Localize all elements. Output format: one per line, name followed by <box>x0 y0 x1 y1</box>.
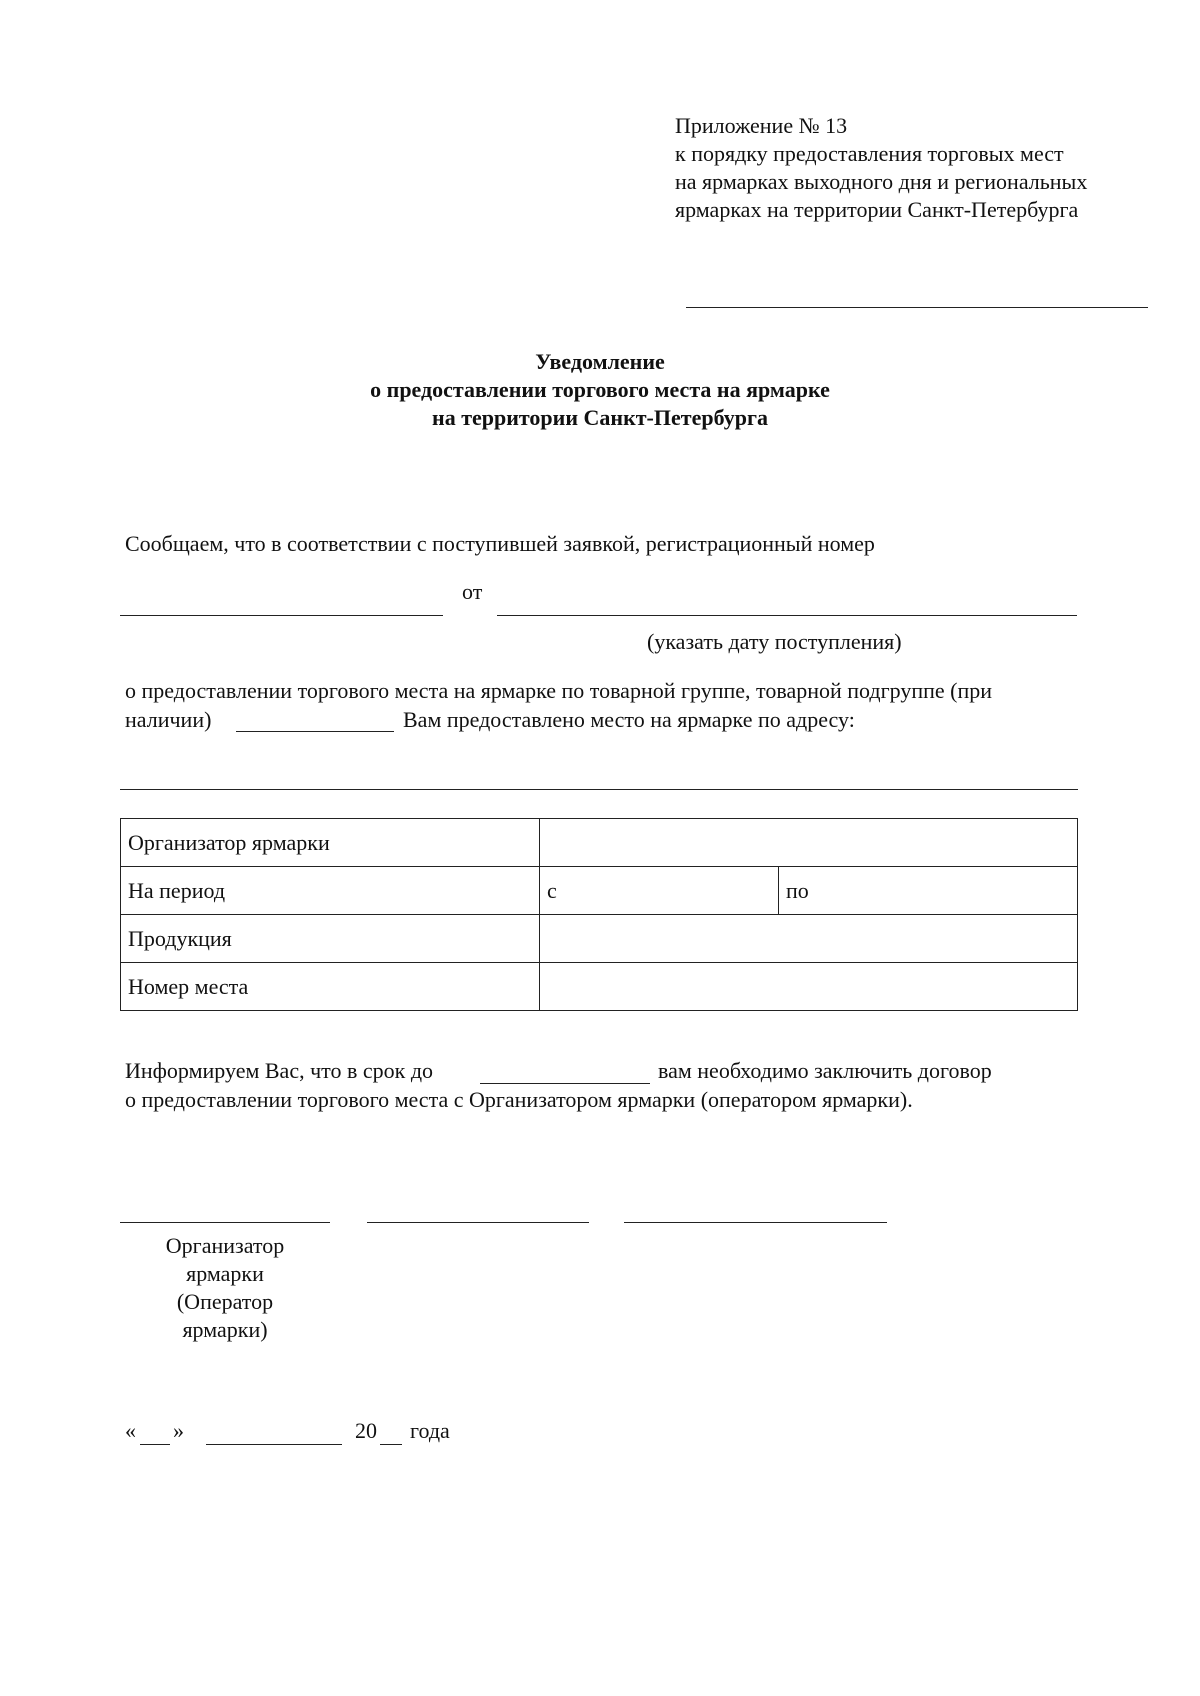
appendix-line-2: к порядку предоставления торговых мест <box>675 141 1064 166</box>
place-number-label: Номер места <box>121 963 540 1011</box>
inform-line-1-start: Информируем Вас, что в срок до <box>125 1058 434 1083</box>
date-hint: (указать дату поступления) <box>647 629 902 654</box>
document-title <box>0 348 1200 432</box>
appendix-header <box>675 112 1175 224</box>
table-row <box>121 867 1078 915</box>
products-value-cell[interactable] <box>540 915 1078 963</box>
date-day-blank[interactable] <box>140 1444 170 1445</box>
signature-caption-line-2: ярмарки <box>186 1261 264 1286</box>
title-line-3: на территории Санкт-Петербурга <box>432 405 768 430</box>
period-from-cell[interactable]: с <box>540 867 779 915</box>
intro-line-3-start: наличии) <box>125 707 212 732</box>
signature-caption-line-3: (Оператор <box>176 1289 274 1314</box>
place-number-value-cell[interactable] <box>540 963 1078 1011</box>
signature-caption-line-1: Организатор <box>165 1233 285 1258</box>
intro-line-3-end: Вам предоставлено место на ярмарке по адресу: <box>403 707 855 732</box>
organizer-label: Организатор ярмарки <box>121 819 540 867</box>
organizer-value-cell[interactable] <box>540 819 1078 867</box>
product-group-blank[interactable] <box>236 731 394 732</box>
deadline-blank[interactable] <box>480 1083 650 1084</box>
appendix-number: Приложение № 13 <box>675 113 848 138</box>
title-line-2: о предоставлении торгового места на ярмарке <box>370 377 830 402</box>
table-row <box>121 915 1078 963</box>
intro-line-2: о предоставлении торгового места на ярмарке по товарной группе, товарной подгруппе (при <box>125 678 993 703</box>
addressee-blank-line[interactable] <box>686 307 1148 308</box>
date-year-suffix: года <box>410 1418 450 1443</box>
date-year-blank[interactable] <box>380 1444 402 1445</box>
inform-line-1-end: вам необходимо заключить договор <box>658 1058 992 1083</box>
date-open-quote: « <box>125 1418 136 1443</box>
signature-name-line[interactable] <box>624 1222 887 1223</box>
signature-caption-line-4: ярмарки) <box>182 1317 268 1342</box>
date-month-blank[interactable] <box>206 1444 342 1445</box>
from-word: от <box>462 579 483 604</box>
date-year-prefix: 20 <box>355 1418 377 1443</box>
title-line-1: Уведомление <box>535 349 665 374</box>
registration-number-blank[interactable] <box>120 615 443 616</box>
receipt-date-blank[interactable] <box>497 615 1077 616</box>
date-close-quote: » <box>173 1418 184 1443</box>
products-label: Продукция <box>121 915 540 963</box>
table-row <box>121 963 1078 1011</box>
appendix-line-3: на ярмарках выходного дня и региональных <box>675 169 1088 194</box>
appendix-line-4: ярмарках на территории Санкт-Петербурга <box>675 197 1079 222</box>
signature-caption <box>125 1232 325 1344</box>
period-to-cell[interactable]: по <box>779 867 1078 915</box>
period-label: На период <box>121 867 540 915</box>
signature-organizer-line[interactable] <box>120 1222 330 1223</box>
address-blank-line[interactable] <box>120 789 1078 790</box>
inform-line-2: о предоставлении торгового места с Организатором ярмарки (оператором ярмарки). <box>125 1087 913 1112</box>
table-row <box>121 819 1078 867</box>
signature-sign-line[interactable] <box>367 1222 589 1223</box>
intro-line-1: Сообщаем, что в соответствии с поступившей заявкой, регистрационный номер <box>125 531 875 556</box>
fair-info-table <box>120 818 1078 1011</box>
